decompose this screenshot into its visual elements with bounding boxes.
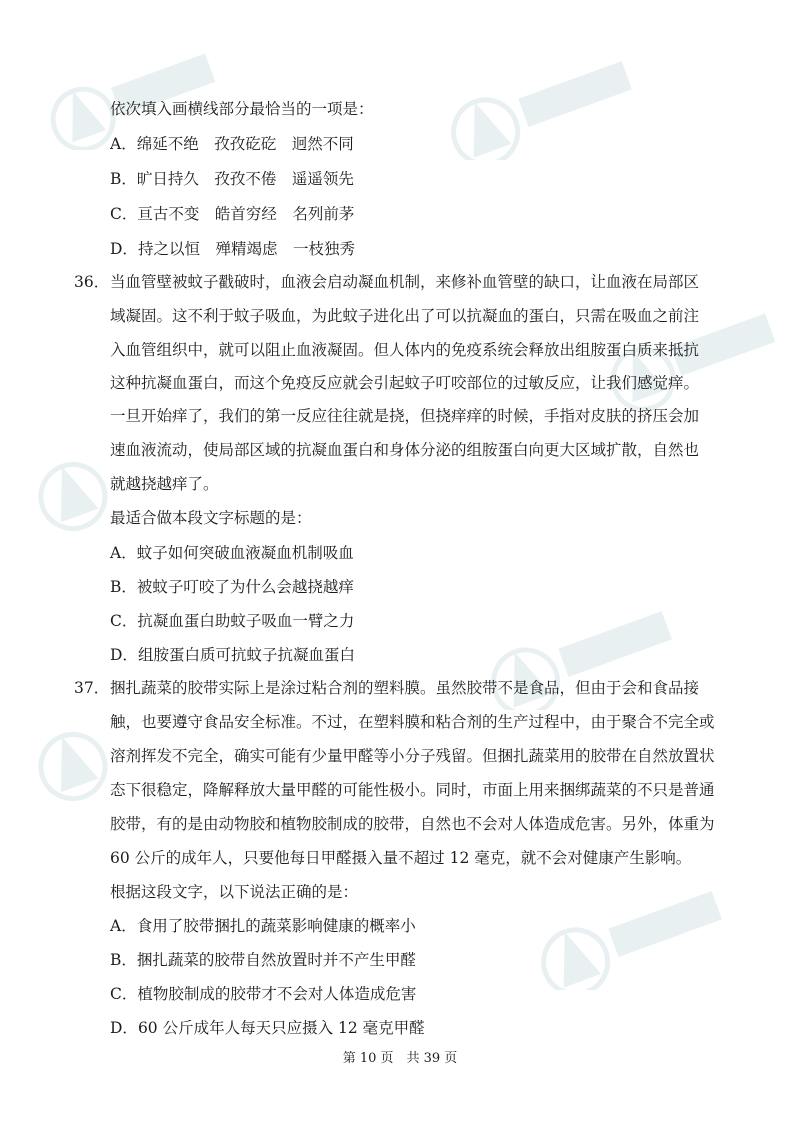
option-label: C． <box>110 612 138 630</box>
q37-number: 37． <box>74 679 110 697</box>
option-label: C． <box>110 205 138 223</box>
q36-option-a <box>110 543 354 563</box>
q37-option-c <box>110 984 416 1004</box>
watermark-logo <box>440 50 650 160</box>
option-text: 被蚊子叮咬了为什么会越挠越痒 <box>136 578 354 596</box>
q36-number: 36． <box>74 273 110 291</box>
q37-passage-line: 胶带，有的是由动物胶和植物胶制成的胶带，自然也不会对人体造成危害。另外，体重为 <box>110 815 715 833</box>
q35-option-d <box>110 239 355 259</box>
q37-option-d <box>110 1018 425 1038</box>
q37-passage-line: 60 公斤的成年人，只要他每日甲醛摄入量不超过 12 毫克，就不会对健康产生影响。 <box>110 849 692 867</box>
q37-passage-line: 触，也要遵守食品安全标准。不过，在塑料膜和粘合剂的生产过程中，由于聚合不完全或 <box>110 713 715 731</box>
q37-passage-line: 捆扎蔬菜的胶带实际上是涂过粘合剂的塑料膜。虽然胶带不是食品，但由于会和食品接 <box>110 679 700 697</box>
option-label: D． <box>110 646 138 664</box>
q37-option-b <box>110 950 416 970</box>
q37-prompt: 根据这段文字，以下说法正确的是： <box>110 883 359 901</box>
option-text: 亘古不变 皓首穷经 名列前茅 <box>137 205 355 223</box>
option-text: 60 公斤成年人每天只应摄入 12 毫克甲醛 <box>137 1019 425 1037</box>
option-text: 组胺蛋白质可抗蚊子抗凝血蛋白 <box>137 646 355 664</box>
option-label: C． <box>110 985 138 1003</box>
q36-passage-line: 当血管壁被蚊子戳破时，血液会启动凝血机制，来修补血管壁的缺口，让血液在局部区 <box>110 273 700 291</box>
q37-passage-line: 溶剂挥发不完全，确实可能有少量甲醛等小分子残留。但捆扎蔬菜用的胶带在自然放置状 <box>110 747 715 765</box>
q36-passage-line: 就越挠越痒了。 <box>110 475 219 493</box>
q36-passage-line: 这种抗凝血蛋白，而这个免疫反应就会引起蚊子叮咬部位的过敏反应，让我们感觉痒。 <box>110 374 700 392</box>
option-text: 持之以恒 殚精竭虑 一枝独秀 <box>137 240 355 258</box>
q37-option-a <box>110 916 416 936</box>
q37-passage-line: 态下很稳定，降解释放大量甲醛的可能性极小。同时，市面上用来捆绑蔬菜的不只是普通 <box>110 781 715 799</box>
q36-passage-line: 速血液流动，使局部区域的抗凝血蛋白和身体分泌的组胺蛋白向更大区域扩散，自然也 <box>110 441 700 459</box>
option-label: D． <box>110 1019 138 1037</box>
option-label: A． <box>110 917 137 935</box>
q35-option-c <box>110 204 354 224</box>
q35-prompt: 依次填入画横线部分最恰当的一项是： <box>110 100 374 118</box>
q36-prompt: 最适合做本段文字标题的是： <box>110 509 312 527</box>
option-text: 绵延不绝 孜孜矻矻 迥然不同 <box>136 135 354 153</box>
option-label: B． <box>110 951 137 969</box>
option-label: D． <box>110 240 138 258</box>
option-label: B． <box>110 170 137 188</box>
q36-option-b <box>110 577 354 597</box>
q36-passage-line: 域凝固。这不利于蚊子吸血，为此蚊子进化出了可以抗凝血的蛋白，只需在吸血之前注 <box>110 307 700 325</box>
option-text: 抗凝血蛋白助蚊子吸血一臂之力 <box>137 612 355 630</box>
option-text: 旷日持久 孜孜不倦 遥遥领先 <box>136 170 354 188</box>
q36-passage-line: 入血管组织中，就可以阻止血液凝固。但人体内的免疫系统会释放出组胺蛋白质来抵抗 <box>110 341 700 359</box>
option-text: 食用了胶带捆扎的蔬菜影响健康的概率小 <box>136 917 416 935</box>
q35-option-b <box>110 169 354 189</box>
option-text: 捆扎蔬菜的胶带自然放置时并不产生甲醛 <box>136 951 416 969</box>
option-label: A． <box>110 135 137 153</box>
option-text: 植物胶制成的胶带才不会对人体造成危害 <box>137 985 417 1003</box>
q35-option-a <box>110 134 354 154</box>
option-label: B． <box>110 578 137 596</box>
option-label: A． <box>110 544 137 562</box>
option-text: 蚊子如何突破血液凝血机制吸血 <box>136 544 354 562</box>
q36-option-d <box>110 645 355 665</box>
q36-passage-line: 一旦开始痒了，我们的第一反应往往就是挠，但挠痒痒的时候，手指对皮肤的挤压会加 <box>110 407 700 425</box>
watermark-logo <box>530 880 740 990</box>
q36-option-c <box>110 611 354 631</box>
page-footer: 第 10 页 共 39 页 <box>342 1051 458 1066</box>
